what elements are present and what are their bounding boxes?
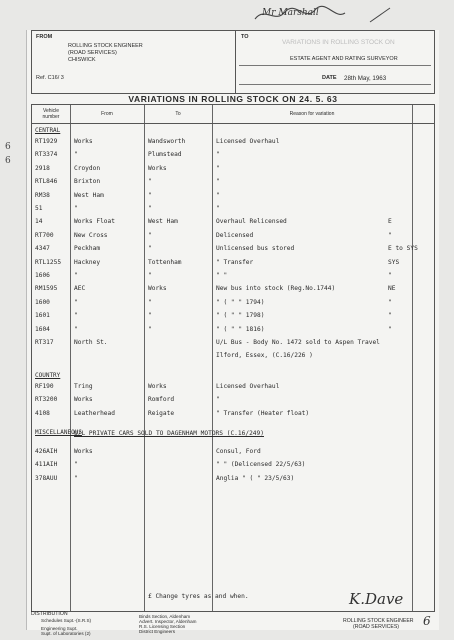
dist-right-1: Binds Section, Aldenham xyxy=(139,614,191,619)
vehicle-number: RT700 xyxy=(35,231,54,239)
reason-text: Licensed Overhaul xyxy=(216,382,280,390)
to-location: " xyxy=(148,272,152,279)
from-location: Brixton xyxy=(74,178,101,186)
extra-code: E to SYS xyxy=(388,245,418,253)
reason-text: " xyxy=(216,151,220,159)
to-location: Romford xyxy=(148,396,175,404)
to-location: " xyxy=(148,312,152,320)
to-location: Tottenham xyxy=(148,258,182,266)
reason-text: " xyxy=(216,205,220,212)
from-location: North St. xyxy=(74,339,108,346)
from-location: Leatherhead xyxy=(74,409,115,417)
vehicle-number: RTL1255 xyxy=(35,258,62,266)
to-location: " xyxy=(148,178,152,186)
section-heading: MISCELLANEOUS xyxy=(35,429,82,436)
reason-text: " xyxy=(216,164,220,172)
to-location: " xyxy=(148,231,152,239)
vehicle-number: RT1929 xyxy=(35,138,58,145)
from-location: " xyxy=(74,272,78,279)
section-heading: COUNTRY xyxy=(35,371,61,379)
from-location: Works Float xyxy=(74,218,115,226)
from-location: " xyxy=(74,151,78,159)
reason-text: Ilford, Essex, (C.16/226 ) xyxy=(216,352,313,360)
extra-code: " xyxy=(388,325,392,333)
misc-heading: U/L PRIVATE CARS SOLD TO DAGENHAM MOTORS (C.16/249) xyxy=(74,430,264,437)
from-location: " xyxy=(74,325,78,333)
reason-text: Anglia " ( " 23/5/63) xyxy=(216,474,295,482)
vehicle-number: 1604 xyxy=(35,325,50,333)
table-header xyxy=(32,105,434,124)
reason-text: U/L Bus - Body No. 1472 sold to Aspen Travel xyxy=(216,339,380,346)
vehicle-number: 1606 xyxy=(35,272,50,279)
signature: K.Dave xyxy=(349,590,404,608)
sign-title-2: (ROAD SERVICES) xyxy=(353,624,400,630)
date-label: DATE xyxy=(322,75,337,81)
section-heading: CENTRAL xyxy=(35,127,61,134)
dist-left-1: Schedules Supt.-(S.R.S) xyxy=(41,618,92,623)
to-text: ESTATE AGENT AND RATING SURVEYOR xyxy=(290,56,398,62)
from-location: New Cross xyxy=(74,231,108,239)
handwriting-scribble xyxy=(250,4,450,26)
extra-code: NE xyxy=(388,285,396,293)
variations-table xyxy=(31,104,435,612)
reason-text: " " xyxy=(216,272,228,279)
vehicle-number: 51 xyxy=(35,205,43,212)
margin-mark: 6 xyxy=(5,142,11,152)
corner-mark: 6 xyxy=(423,614,431,628)
distribution-label: DISTRIBUTION xyxy=(31,611,68,617)
dist-left-4: Supt. of Laboratories (2) xyxy=(41,631,91,636)
to-label: TO xyxy=(241,34,249,40)
from-line-2: (ROAD SERVICES) xyxy=(68,50,117,56)
vehicle-number: 14 xyxy=(35,218,43,226)
to-location: Plumstead xyxy=(148,151,182,159)
to-location: Works xyxy=(148,164,167,172)
to-location: " xyxy=(148,245,152,253)
dist-left-3: Engineering Supt. xyxy=(41,626,78,631)
extra-code: " xyxy=(388,231,392,239)
from-location: Tring xyxy=(74,382,93,390)
reason-text: " xyxy=(216,178,220,186)
from-location: AEC xyxy=(74,285,86,293)
reason-text: " Transfer (Heater float) xyxy=(216,409,310,417)
to-location: " xyxy=(148,325,152,333)
col-reason: Reason for variation xyxy=(289,111,335,117)
to-location: Works xyxy=(148,382,167,390)
from-location: " xyxy=(74,298,78,306)
extra-code: " xyxy=(388,298,392,306)
handwritten-note: Mr Marshall xyxy=(262,8,319,18)
vehicle-number: 1601 xyxy=(35,312,50,320)
page-title: VARIATIONS IN ROLLING STOCK ON 24. 5. 63 xyxy=(128,94,338,104)
vehicle-number: 426AIH xyxy=(35,448,58,455)
from-location: Works xyxy=(74,138,93,145)
reference: Ref. C16/ 3 xyxy=(36,75,64,81)
vehicle-number: RM38 xyxy=(35,191,50,199)
header-box xyxy=(31,30,435,94)
reason-text: " ( " " 1816) xyxy=(216,325,265,333)
from-label: FROM xyxy=(36,34,53,40)
extra-code: E xyxy=(388,218,392,226)
dist-right-2: Advert. Inspector, Aldenham xyxy=(139,619,197,624)
from-line-1: ROLLING STOCK ENGINEER xyxy=(68,43,143,49)
margin-mark: 6 xyxy=(5,156,11,166)
vehicle-number: RT3200 xyxy=(35,396,58,404)
to-location: " xyxy=(148,298,152,306)
vehicle-number: 4347 xyxy=(35,245,50,253)
to-location: West Ham xyxy=(148,218,178,226)
from-location: " xyxy=(74,461,78,469)
to-location: Reigate xyxy=(148,409,175,417)
from-location: " xyxy=(74,205,78,212)
from-location: Croydon xyxy=(74,164,101,172)
reason-text: New bus into stock (Reg.No.1744) xyxy=(216,285,336,293)
from-location: West Ham xyxy=(74,191,104,199)
reason-text: Licensed Overhaul xyxy=(216,138,280,145)
to-location: Works xyxy=(148,285,167,293)
from-line-3: CHISWICK xyxy=(68,57,96,63)
vehicle-number: RT3374 xyxy=(35,151,58,159)
col-vehicle: Vehicle number xyxy=(42,108,60,120)
watermark-text: VARIATIONS IN ROLLING STOCK ON xyxy=(282,39,395,46)
dist-right-4: District Engineers xyxy=(139,629,175,634)
from-location: " xyxy=(74,312,78,320)
vehicle-number: 2918 xyxy=(35,164,50,172)
vehicle-number: RTL846 xyxy=(35,178,58,186)
col-from: From xyxy=(101,111,113,117)
extra-code: " xyxy=(388,272,392,279)
to-location: Wandsworth xyxy=(148,138,186,145)
reason-text: Delicensed xyxy=(216,231,254,239)
memo-sheet xyxy=(5,30,439,636)
reason-text: " " (Delicensed 22/5/63) xyxy=(216,461,306,469)
footnote: £ Change tyres as and when. xyxy=(148,593,249,600)
reason-text: Unlicensed bus stored xyxy=(216,245,295,253)
reason-text: Overhaul Relicensed xyxy=(216,218,287,226)
to-location: " xyxy=(148,205,152,212)
extra-code: SYS xyxy=(388,258,400,266)
reason-text: Consul, Ford xyxy=(216,448,261,455)
sign-title-1: ROLLING STOCK ENGINEER xyxy=(343,618,414,624)
from-location: " xyxy=(74,474,78,482)
reason-text: " xyxy=(216,191,220,199)
from-location: Peckham xyxy=(74,245,101,253)
vehicle-number: 378AUU xyxy=(35,474,58,482)
vehicle-number: 1600 xyxy=(35,298,50,306)
col-to: To xyxy=(175,111,181,117)
from-location: Works xyxy=(74,396,93,404)
vehicle-number: RT317 xyxy=(35,339,54,346)
from-location: Hackney xyxy=(74,258,101,266)
reason-text: " Transfer xyxy=(216,258,254,266)
vehicle-number: RM1595 xyxy=(35,285,58,293)
vehicle-number: 411AIH xyxy=(35,461,58,469)
date-value: 28th May, 1963 xyxy=(344,75,387,82)
dist-right-3: R.S. Licensing Section xyxy=(139,624,186,629)
reason-text: " ( " " 1798) xyxy=(216,312,265,320)
vehicle-number: 4108 xyxy=(35,409,50,417)
to-location: " xyxy=(148,191,152,199)
extra-code: " xyxy=(388,312,392,320)
reason-text: " xyxy=(216,396,220,404)
from-location: Works xyxy=(74,448,93,455)
vehicle-number: RF190 xyxy=(35,382,54,390)
reason-text: " ( " " 1794) xyxy=(216,298,265,306)
